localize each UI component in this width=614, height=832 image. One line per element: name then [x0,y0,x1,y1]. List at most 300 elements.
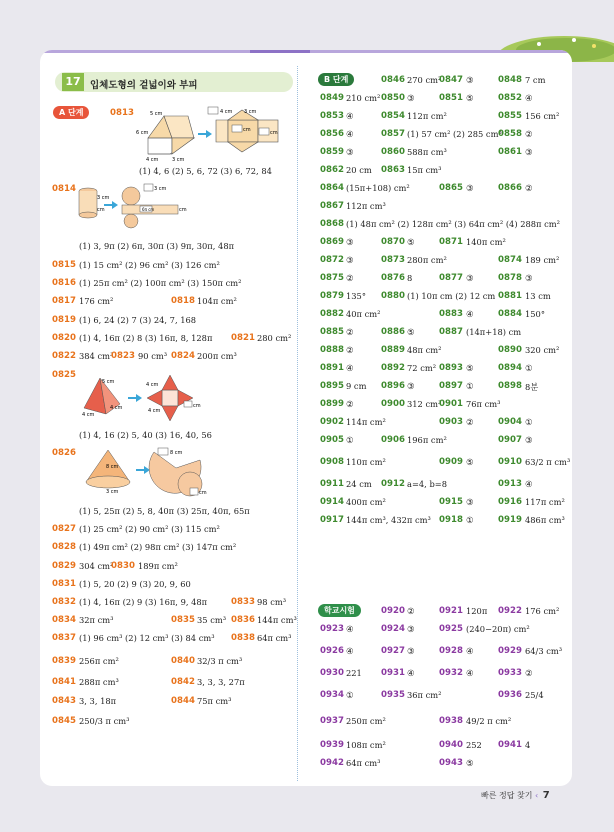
entry-0894-answer: ① [525,363,533,373]
entry-0832-number: 0832 [52,597,76,607]
entry-0889-answer: 48π cm² [407,345,442,355]
entry-0923-number: 0923 [320,624,344,634]
entry-0931-number: 0931 [381,668,405,678]
entry-0926-answer: ④ [346,646,354,656]
entry-0836-answer: 144π cm³ [257,615,297,625]
entry-0835-answer: 35 cm³ [197,615,227,625]
fig-0813-label-b: 5 cm [150,111,163,117]
entry-0822-number: 0822 [52,351,76,361]
entry-0851-answer: ⑤ [466,93,474,103]
entry-0936-number: 0936 [498,690,522,700]
entry-0870-number: 0870 [381,237,405,247]
entry-0861-number: 0861 [498,147,522,157]
entry-0917-number: 0917 [320,515,344,525]
entry-0869-answer: ③ [346,237,354,247]
entry-0873-number: 0873 [381,255,405,265]
fig-0826-label-b: 8 cm [170,450,183,456]
entry-0910-number: 0910 [498,457,522,467]
entry-0878-number: 0878 [498,273,522,283]
entry-0891-number: 0891 [320,363,344,373]
entry-0850-number: 0850 [381,93,405,103]
fig-0813-label-i: cm [270,130,278,136]
entry-0830-number: 0830 [111,561,135,571]
entry-0943-answer: ⑤ [466,758,474,768]
entry-0922-answer: 176 cm² [525,606,560,616]
entry-0896-answer: ③ [407,381,415,391]
entry-0909-number: 0909 [439,457,463,467]
entry-0814-answer: (1) 3, 9π (2) 6π, 30π (3) 9π, 30π, 48π [79,241,235,251]
entry-0927-answer: ③ [407,646,415,656]
entry-0899-number: 0899 [320,399,344,409]
entry-0901-answer: 76π cm³ [466,399,501,409]
entry-0900-number: 0900 [381,399,405,409]
entry-0881-number: 0881 [498,291,522,301]
entry-0878-answer: ③ [525,273,533,283]
entry-0940-answer: 252 [466,740,482,750]
entry-0913-number: 0913 [498,479,522,489]
entry-0926-number: 0926 [320,646,344,656]
fig-0825-label-g: cm [193,403,201,409]
entry-0936-answer: 25/4 [525,690,544,700]
fig-0826-label-d: cm [199,490,207,496]
stage-a-badge: A 단계 [53,106,89,119]
entry-0841-answer: 288π cm³ [79,677,119,687]
entry-0893-number: 0893 [439,363,463,373]
fig-0813-label-g: 3 cm [244,109,257,115]
entry-0829-number: 0829 [52,561,76,571]
fig-0825-label-b: 4 cm [82,412,95,418]
entry-0915-number: 0915 [439,497,463,507]
entry-0856-number: 0856 [320,129,344,139]
entry-0888-answer: ② [346,345,354,355]
entry-0896-number: 0896 [381,381,405,391]
entry-0852-answer: ④ [525,93,533,103]
entry-0820-answer: (1) 4, 16π (2) 8 (3) 16π, 8, 128π [79,333,213,343]
entry-0890-answer: 320 cm² [525,345,560,355]
entry-0915-answer: ③ [466,497,474,507]
entry-0818-answer: 104π cm² [197,296,237,306]
entry-0907-answer: ③ [525,435,533,445]
entry-0874-answer: 189 cm² [525,255,560,265]
entry-0846-answer: 270 cm² [407,75,442,85]
entry-0863-answer: 15π cm³ [407,165,442,175]
footer-label: 빠른 정답 찾기 [481,791,533,800]
fig-0826-label-c: 3 cm [106,489,119,495]
fig-0813-label-a: 4 cm [220,109,233,115]
entry-0849-answer: 210 cm² [346,93,381,103]
entry-0858-number: 0858 [498,129,522,139]
chevron-left-icon: ‹ [535,791,539,800]
entry-0875-number: 0875 [320,273,344,283]
entry-0872-answer: ③ [346,255,354,265]
entry-0865-number: 0865 [439,183,463,193]
entry-0925-answer: (240−20π) cm² [466,624,530,634]
entry-0824-number: 0824 [171,351,195,361]
entry-0865-answer: ③ [466,183,474,193]
stage-test-badge: 학교시험 [318,604,361,617]
entry-0931-answer: ④ [407,668,415,678]
entry-0928-answer: ④ [466,646,474,656]
entry-0927-number: 0927 [381,646,405,656]
entry-0901-number: 0901 [439,399,463,409]
entry-0935-number: 0935 [381,690,405,700]
entry-0885-answer: ② [346,327,354,337]
entry-0938-answer: 49/2 π cm² [466,716,512,726]
entry-0879-number: 0879 [320,291,344,301]
entry-0813-number: 0813 [110,108,134,118]
top-border [40,50,572,56]
entry-0933-number: 0933 [498,668,522,678]
entry-0880-answer: (1) 10π cm (2) 12 cm [407,291,496,301]
entry-0902-number: 0902 [320,417,344,427]
entry-0941-answer: 4 [525,740,531,750]
entry-0833-number: 0833 [231,597,255,607]
page-footer [481,790,550,801]
entry-0938-number: 0938 [439,716,463,726]
entry-0942-answer: 64π cm³ [346,758,381,768]
entry-0934-number: 0934 [320,690,344,700]
entry-0820-number: 0820 [52,333,76,343]
entry-0897-answer: ① [466,381,474,391]
entry-0868-answer: (1) 48π cm² (2) 128π cm² (3) 64π cm² (4) 288π cm² [346,219,560,229]
entry-0813-answer: (1) 4, 6 (2) 5, 6, 72 (3) 6, 72, 84 [139,166,272,176]
entry-0905-number: 0905 [320,435,344,445]
entry-0844-answer: 75π cm³ [197,696,232,706]
entry-0815-answer: (1) 15 cm² (2) 96 cm² (3) 126 cm² [79,260,220,270]
entry-0920-number: 0920 [381,606,405,616]
entry-0849-number: 0849 [320,93,344,103]
entry-0817-answer: 176 cm² [79,296,114,306]
entry-0906-number: 0906 [381,435,405,445]
chapter-title: 입체도형의 겉넓이와 부피 [90,80,198,91]
entry-0852-number: 0852 [498,93,522,103]
entry-0898-number: 0898 [498,381,522,391]
entry-0914-answer: 400π cm² [346,497,386,507]
entry-0850-answer: ③ [407,93,415,103]
entry-0867-answer: 112π cm³ [346,201,386,211]
entry-0860-number: 0860 [381,147,405,157]
entry-0838-number: 0838 [231,633,255,643]
entry-0909-answer: ⑤ [466,457,474,467]
entry-0872-number: 0872 [320,255,344,265]
entry-0840-answer: 32/3 π cm³ [197,656,243,666]
entry-0930-answer: 221 [346,668,362,678]
entry-0843-answer: 3, 3, 18π [79,696,117,706]
entry-0934-answer: ① [346,690,354,700]
entry-0869-number: 0869 [320,237,344,247]
entry-0922-number: 0922 [498,606,522,616]
entry-0889-number: 0889 [381,345,405,355]
entry-0831-answer: (1) 5, 20 (2) 9 (3) 20, 9, 60 [79,579,191,589]
entry-0863-number: 0863 [381,165,405,175]
entry-0881-answer: 13 cm [525,291,551,301]
entry-0903-number: 0903 [439,417,463,427]
entry-0879-answer: 135° [346,291,366,301]
entry-0923-answer: ④ [346,624,354,634]
entry-0886-number: 0886 [381,327,405,337]
stage-b-badge: B 단계 [318,73,354,86]
entry-0845-number: 0845 [52,716,76,726]
fig-0825-label-f: 4 cm [148,408,161,414]
entry-0877-answer: ③ [466,273,474,283]
entry-0932-number: 0932 [439,668,463,678]
entry-0823-number: 0823 [111,351,135,361]
entry-0895-number: 0895 [320,381,344,391]
entry-0854-number: 0854 [381,111,405,121]
entry-0842-answer: 3, 3, 3, 27π [197,677,245,687]
entry-0817-number: 0817 [52,296,76,306]
entry-0819-number: 0819 [52,315,76,325]
entry-0870-answer: ⑤ [407,237,415,247]
entry-0832-answer: (1) 4, 16π (2) 9 (3) 16π, 9, 48π [79,597,208,607]
entry-0866-number: 0866 [498,183,522,193]
entry-0825-number: 0825 [52,370,76,380]
figure-0814-cylinder-net [78,183,198,229]
entry-0839-number: 0839 [52,656,76,666]
entry-0843-number: 0843 [52,696,76,706]
entry-0918-answer: ① [466,515,474,525]
fig-0814-label-a: 3 cm [97,195,110,201]
entry-0886-answer: ⑤ [407,327,415,337]
entry-0911-number: 0911 [320,479,344,489]
entry-0888-number: 0888 [320,345,344,355]
fig-0825-label-c: 4 cm [110,405,123,411]
entry-0907-number: 0907 [498,435,522,445]
entry-0902-answer: 114π cm² [346,417,386,427]
entry-0873-answer: 280π cm² [407,255,447,265]
entry-0857-number: 0857 [381,129,405,139]
entry-0937-answer: 250π cm² [346,716,386,726]
entry-0916-number: 0916 [498,497,522,507]
entry-0838-answer: 64π cm³ [257,633,292,643]
entry-0929-answer: 64/3 cm³ [525,646,563,656]
entry-0883-number: 0883 [439,309,463,319]
fig-0814-label-c: 3 cm [154,186,167,192]
fig-0814-label-e: cm [179,207,187,213]
entry-0900-answer: 312 cm³ [407,399,442,409]
entry-0920-answer: ② [407,606,415,616]
entry-0939-number: 0939 [320,740,344,750]
entry-0859-number: 0859 [320,147,344,157]
figure-0813-prism-net [136,106,286,162]
entry-0884-number: 0884 [498,309,522,319]
column-divider [297,66,298,781]
entry-0919-answer: 486π cm³ [525,515,565,525]
figure-0825-pyramid-net [80,374,210,422]
entry-0921-answer: 120π [466,606,488,616]
entry-0895-answer: 9 cm [346,381,367,391]
entry-0860-answer: 588π cm³ [407,147,447,157]
entry-0875-answer: ② [346,273,354,283]
entry-0882-answer: 40π cm² [346,309,381,319]
entry-0925-number: 0925 [439,624,463,634]
entry-0864-answer: (15π+108) cm² [346,183,410,193]
entry-0864-number: 0864 [320,183,344,193]
entry-0853-answer: ④ [346,111,354,121]
entry-0877-number: 0877 [439,273,463,283]
fig-0825-label-a: 5 cm [102,379,115,385]
entry-0876-number: 0876 [381,273,405,283]
entry-0890-number: 0890 [498,345,522,355]
entry-0908-answer: 110π cm² [346,457,386,467]
fig-0813-label-e: 4 cm [146,157,159,162]
entry-0835-number: 0835 [171,615,195,625]
entry-0819-answer: (1) 6, 24 (2) 7 (3) 24, 7, 168 [79,315,197,325]
entry-0856-answer: ④ [346,129,354,139]
entry-0845-answer: 250/3 π cm³ [79,716,130,726]
entry-0862-number: 0862 [320,165,344,175]
entry-0851-number: 0851 [439,93,463,103]
entry-0828-number: 0828 [52,542,76,552]
fig-0813-label-h: cm [243,127,251,133]
entry-0823-answer: 90 cm³ [138,351,168,361]
entry-0867-number: 0867 [320,201,344,211]
entry-0912-answer: a=4, b=8 [407,479,447,489]
entry-0924-number: 0924 [381,624,405,634]
entry-0837-number: 0837 [52,633,76,643]
entry-0899-answer: ② [346,399,354,409]
chapter-number-box: 17 [62,73,84,91]
entry-0868-number: 0868 [320,219,344,229]
entry-0842-number: 0842 [171,677,195,687]
entry-0940-number: 0940 [439,740,463,750]
entry-0836-number: 0836 [231,615,255,625]
entry-0876-answer: 8 [407,273,413,283]
entry-0871-answer: 140π cm² [466,237,506,247]
entry-0839-answer: 256π cm² [79,656,119,666]
entry-0831-number: 0831 [52,579,76,589]
entry-0924-answer: ③ [407,624,415,634]
entry-0917-answer: 144π cm³, 432π cm³ [346,515,431,525]
entry-0903-answer: ② [466,417,474,427]
entry-0883-answer: ④ [466,309,474,319]
entry-0916-answer: 117π cm² [525,497,565,507]
entry-0847-number: 0847 [439,75,463,85]
fig-0826-label-a: 8 cm [106,464,119,470]
entry-0893-answer: ⑤ [466,363,474,373]
entry-0918-number: 0918 [439,515,463,525]
entry-0824-answer: 200π cm³ [197,351,237,361]
entry-0859-answer: ③ [346,147,354,157]
entry-0855-number: 0855 [498,111,522,121]
entry-0858-answer: ② [525,129,533,139]
entry-0815-number: 0815 [52,260,76,270]
entry-0928-number: 0928 [439,646,463,656]
entry-0929-number: 0929 [498,646,522,656]
entry-0905-answer: ① [346,435,354,445]
entry-0894-number: 0894 [498,363,522,373]
entry-0816-answer: (1) 25π cm² (2) 100π cm² (3) 150π cm² [79,278,242,288]
entry-0854-answer: 112π cm² [407,111,447,121]
entry-0904-answer: ① [525,417,533,427]
entry-0911-answer: 24 cm [346,479,372,489]
entry-0857-answer: (1) 57 cm² (2) 285 cm³ [407,129,502,139]
entry-0841-number: 0841 [52,677,76,687]
entry-0897-number: 0897 [439,381,463,391]
entry-0906-answer: 196π cm² [407,435,447,445]
entry-0848-number: 0848 [498,75,522,85]
entry-0828-answer: (1) 49π cm² (2) 98π cm² (3) 147π cm² [79,542,237,552]
entry-0892-number: 0892 [381,363,405,373]
entry-0887-answer: (14π+18) cm [466,327,522,337]
entry-0825-answer: (1) 4, 16 (2) 5, 40 (3) 16, 40, 56 [79,430,212,440]
entry-0826-number: 0826 [52,448,76,458]
entry-0910-answer: 63/2 π cm³ [525,457,571,467]
entry-0942-number: 0942 [320,758,344,768]
entry-0891-answer: ④ [346,363,354,373]
fig-0813-label-f: 3 cm [172,157,185,162]
entry-0866-answer: ② [525,183,533,193]
entry-0914-number: 0914 [320,497,344,507]
entry-0853-number: 0853 [320,111,344,121]
entry-0837-answer: (1) 96 cm³ (2) 12 cm³ (3) 84 cm³ [79,633,215,643]
fig-0813-label-c: 6 cm [136,130,149,136]
entry-0821-answer: 280 cm² [257,333,292,343]
entry-0932-answer: ④ [466,668,474,678]
entry-0818-number: 0818 [171,296,195,306]
entry-0884-answer: 150° [525,309,545,319]
entry-0816-number: 0816 [52,278,76,288]
entry-0840-number: 0840 [171,656,195,666]
entry-0939-answer: 108π cm² [346,740,386,750]
entry-0887-number: 0887 [439,327,463,337]
entry-0892-answer: 72 cm² [407,363,437,373]
fig-0814-label-d: 6π cm [142,207,155,212]
entry-0834-answer: 32π cm³ [79,615,114,625]
entry-0930-number: 0930 [320,668,344,678]
entry-0898-answer: 8분 [525,382,539,392]
fig-0825-label-d: 4 cm [146,382,159,388]
fig-0814-label-b: cm [97,207,105,213]
entry-0880-number: 0880 [381,291,405,301]
entry-0904-number: 0904 [498,417,522,427]
entry-0821-number: 0821 [231,333,255,343]
entry-0935-answer: 36π cm² [407,690,442,700]
entry-0846-number: 0846 [381,75,405,85]
figure-0826-cone-net [80,446,210,500]
entry-0861-answer: ③ [525,147,533,157]
entry-0943-number: 0943 [439,758,463,768]
entry-0822-answer: 384 cm³ [79,351,114,361]
entry-0921-number: 0921 [439,606,463,616]
entry-0827-answer: (1) 25 cm² (2) 90 cm² (3) 115 cm² [79,524,220,534]
entry-0833-answer: 98 cm³ [257,597,287,607]
entry-0871-number: 0871 [439,237,463,247]
entry-0874-number: 0874 [498,255,522,265]
entry-0855-answer: 156 cm² [525,111,560,121]
entry-0933-answer: ② [525,668,533,678]
entry-0829-answer: 304 cm² [79,561,114,571]
entry-0885-number: 0885 [320,327,344,337]
entry-0814-number: 0814 [52,184,76,194]
entry-0847-answer: ③ [466,75,474,85]
entry-0827-number: 0827 [52,524,76,534]
entry-0848-answer: 7 cm [525,75,546,85]
entry-0913-answer: ④ [525,479,533,489]
entry-0941-number: 0941 [498,740,522,750]
entry-0908-number: 0908 [320,457,344,467]
entry-0937-number: 0937 [320,716,344,726]
entry-0830-answer: 189π cm² [138,561,178,571]
entry-0912-number: 0912 [381,479,405,489]
entry-0844-number: 0844 [171,696,195,706]
entry-0919-number: 0919 [498,515,522,525]
entry-0834-number: 0834 [52,615,76,625]
entry-0862-answer: 20 cm [346,165,372,175]
entry-0826-answer: (1) 5, 25π (2) 5, 8, 40π (3) 25π, 40π, 65π [79,506,250,516]
entry-0882-number: 0882 [320,309,344,319]
page-number: 7 [542,790,550,801]
